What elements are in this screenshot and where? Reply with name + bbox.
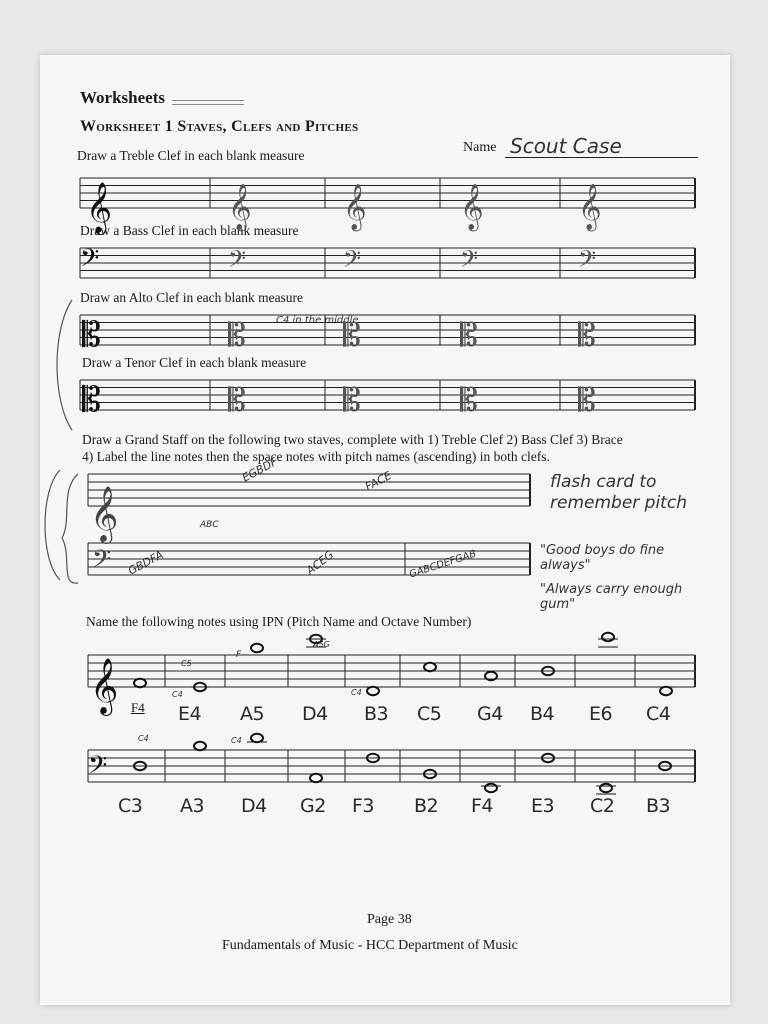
handwritten-alto-clef-icon: 𝄡: [228, 316, 246, 354]
treble-answer[interactable]: B3: [364, 703, 389, 725]
bass-note: [251, 734, 263, 742]
bass-answer[interactable]: B2: [414, 795, 439, 817]
bass-space-names: ACEG: [304, 548, 337, 578]
grand-instruction-2: 4) Label the line notes then the space notes with pitch names (ascending) in both clefs.: [82, 449, 550, 464]
bass-answer[interactable]: D4: [241, 795, 267, 817]
handwritten-treble-clef-icon: 𝄞: [460, 184, 484, 230]
bass-note: [194, 742, 206, 750]
treble-clef-icon: 𝄞: [86, 182, 113, 233]
handwritten-bass-clef-icon: 𝄢: [460, 245, 479, 278]
treble-answer[interactable]: C4: [646, 703, 671, 725]
handwritten-tenor-clef-icon: 𝄡: [460, 381, 478, 419]
margin-bracket: [45, 470, 60, 580]
treble-note: [134, 679, 146, 687]
ipn-instruction: Name the following notes using IPN (Pitch Name and Octave Number): [86, 614, 472, 629]
ipn-treble-clef-icon: 𝄞: [90, 658, 119, 714]
treble-instruction: Draw a Treble Clef in each blank measure: [77, 148, 305, 163]
bass-answer[interactable]: C3: [118, 795, 143, 817]
handwritten-treble-clef-icon: 𝄞: [343, 184, 367, 230]
grand-instruction-1: Draw a Grand Staff on the following two staves, complete with 1) Treble Clef 2) Bass Clef 3) Brace: [82, 432, 623, 447]
tenor-instruction: Draw a Tenor Clef in each blank measure: [82, 355, 307, 370]
bass-note: [310, 774, 322, 782]
treble-note-label-2: C4: [172, 690, 183, 699]
grand-bass-clef-icon: 𝄢: [92, 545, 112, 580]
bass-answer[interactable]: F3: [352, 795, 375, 817]
alto-handwritten-note: C4 in the middle: [276, 315, 359, 326]
handwritten-bass-clef-icon: 𝄢: [343, 245, 362, 278]
treble-answer[interactable]: C5: [417, 703, 442, 725]
tenor-clef-icon: 𝄡: [82, 380, 101, 420]
footer-course: Fundamentals of Music - HCC Department of Music: [222, 938, 518, 953]
treble-note: [660, 687, 672, 695]
handwritten-alto-clef-icon: 𝄡: [343, 316, 361, 354]
treble-note: [251, 644, 263, 652]
treble-note: [367, 687, 379, 695]
bass-clef-icon: 𝄢: [80, 244, 100, 279]
bass-answer[interactable]: C2: [590, 795, 615, 817]
bass-note: [485, 784, 497, 792]
bass-note-label-2: C4: [231, 736, 242, 745]
clef-symbols: [80, 182, 602, 786]
treble-note-label-3: F: [236, 650, 242, 660]
bass-answer[interactable]: F4: [471, 795, 494, 817]
margin-bracket: [57, 300, 72, 430]
treble-note-label-1: C5: [181, 659, 192, 668]
treble-space-names: FACE: [363, 468, 394, 494]
treble-answer[interactable]: G4: [477, 703, 503, 725]
treble-answer[interactable]: B4: [530, 703, 555, 725]
handwritten-bass-clef-icon: 𝄢: [228, 245, 247, 278]
handwritten-alto-clef-icon: 𝄡: [578, 316, 596, 354]
handwritten-tenor-clef-icon: 𝄡: [228, 381, 246, 419]
alto-instruction: Draw an Alto Clef in each blank measure: [80, 290, 304, 305]
treble-note: [424, 663, 436, 671]
bass-extra-names: GABCDEFGAB: [408, 548, 478, 581]
grand-treble-clef-icon: 𝄞: [90, 486, 119, 542]
handwritten-treble-clef-icon: 𝄞: [228, 184, 252, 230]
bass-answer[interactable]: E3: [531, 795, 555, 817]
section-title: Worksheets: [80, 88, 165, 107]
bass-instruction: Draw a Bass Clef in each blank measure: [80, 223, 299, 238]
treble-answer[interactable]: D4: [302, 703, 328, 725]
bass-answer[interactable]: B3: [646, 795, 671, 817]
bass-note: [600, 784, 612, 792]
mnemonic-bass: "Always carry enough gum": [540, 582, 683, 612]
treble-answer[interactable]: E6: [589, 703, 613, 725]
handwritten-tenor-clef-icon: 𝄡: [343, 381, 361, 419]
pencil-marks: [45, 300, 78, 583]
bass-ledger-names: ABC: [200, 520, 219, 530]
treble-note-label-5: C4: [351, 688, 362, 697]
treble-line-names: EGBDF: [240, 455, 280, 485]
page-number: Page 38: [367, 912, 412, 927]
worksheet-title: Worksheet 1 Staves, Clefs and Pitches: [80, 118, 359, 135]
bass-line-names: GBDFA: [126, 548, 166, 578]
handwritten-bass-clef-icon: 𝄢: [578, 245, 597, 278]
ipn-bass-clef-icon: 𝄢: [88, 751, 108, 786]
handwritten-alto-clef-icon: 𝄡: [460, 316, 478, 354]
name-value[interactable]: Scout Case: [510, 134, 622, 158]
mnemonic-treble: "Good boys do fine always": [540, 543, 665, 573]
treble-note: [602, 633, 614, 641]
treble-answer[interactable]: E4: [178, 703, 202, 725]
alto-clef-icon: 𝄡: [82, 315, 101, 355]
treble-note-label-4: A5G: [313, 640, 330, 649]
handwritten-tenor-clef-icon: 𝄡: [578, 381, 596, 419]
treble-answer[interactable]: A5: [240, 703, 265, 725]
margin-note: flash card to remember pitch: [550, 472, 687, 513]
bass-answer[interactable]: A3: [180, 795, 205, 817]
note-heads: [134, 633, 676, 794]
staff-lines: [80, 178, 695, 782]
bass-answer[interactable]: G2: [300, 795, 326, 817]
name-label: Name: [463, 140, 497, 155]
bass-note-label-1: C4: [138, 734, 149, 743]
handwritten-treble-clef-icon: 𝄞: [578, 184, 602, 230]
treble-example-answer: F4: [131, 700, 145, 715]
grand-staff-brace: [62, 474, 78, 583]
